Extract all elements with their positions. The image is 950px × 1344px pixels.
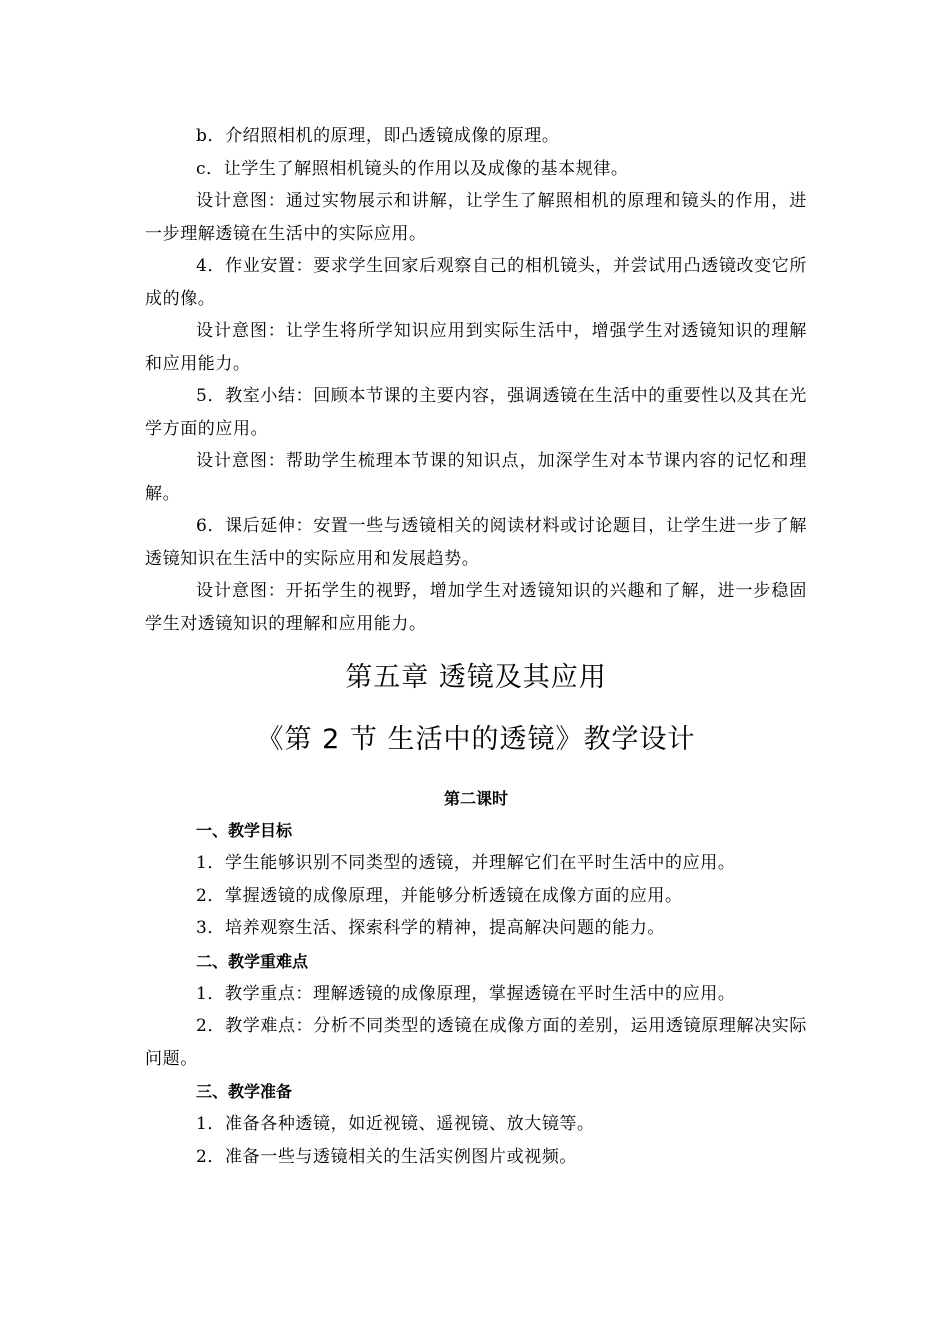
goal-item: 2．掌握透镜的成像原理，并能够分析透镜在成像方面的应用。: [196, 885, 683, 906]
key-point-item: 1．教学重点：理解透镜的成像原理，掌握透镜在平时生活中的应用。: [196, 983, 736, 1004]
paragraph: 设计意图：通过实物展示和讲解，让学生了解照相机的原理和镜头的作用，进一步理解透镜在生活中的实际应用。: [145, 191, 807, 244]
paragraph: 设计意图：开拓学生的视野，增加学生对透镜知识的兴趣和了解，进一步稳固学生对透镜知识的理解和应用能力。: [145, 581, 807, 634]
preparation-item: 1．准备各种透镜，如近视镜、遥视镜、放大镜等。: [196, 1114, 595, 1134]
document-body: [145, 120, 807, 1173]
goal-item: 3．培养观察生活、探索科学的精神，提高解决问题的能力。: [196, 918, 666, 938]
preparation-heading: 三、教学准备: [196, 1082, 293, 1101]
section-title: 《第 2 节 生活中的透镜》教学设计: [256, 724, 696, 755]
paragraph: 4．作业安置：要求学生回家后观察自己的相机镜头，并尝试用凸透镜改变它所成的像。: [145, 256, 807, 309]
paragraph: 6．课后延伸：安置一些与透镜相关的阅读材料或讨论题目，让学生进一步了解透镜知识在生活中的实际应用和发展趋势。: [145, 516, 807, 569]
paragraph: 设计意图：让学生将所学知识应用到实际生活中，增强学生对透镜知识的理解和应用能力。: [145, 321, 807, 374]
paragraph: 5．教室小结：回顾本节课的主要内容，强调透镜在生活中的重要性以及其在光学方面的应用。: [145, 386, 807, 439]
goal-item: 1．学生能够识别不同类型的透镜，并理解它们在平时生活中的应用。: [196, 853, 736, 873]
key-point-item: 2．教学难点：分析不同类型的透镜在成像方面的差别，运用透镜原理解决实际问题。: [145, 1016, 807, 1069]
paragraph: 设计意图：帮助学生梳理本节课的知识点，加深学生对本节课内容的记忆和理解。: [145, 451, 807, 504]
goals-heading: 一、教学目标: [196, 821, 293, 840]
lesson-label: 第二课时: [443, 789, 508, 808]
paragraph: b．介绍照相机的原理，即凸透镜成像的原理。: [196, 126, 560, 146]
paragraph: c．让学生了解照相机镜头的作用以及成像的基本规律。: [196, 158, 629, 179]
chapter-title: 第五章 透镜及其应用: [345, 662, 607, 693]
key-points-heading: 二、教学重难点: [196, 951, 309, 971]
preparation-item: 2．准备一些与透镜相关的生活实例图片或视频。: [196, 1146, 578, 1167]
